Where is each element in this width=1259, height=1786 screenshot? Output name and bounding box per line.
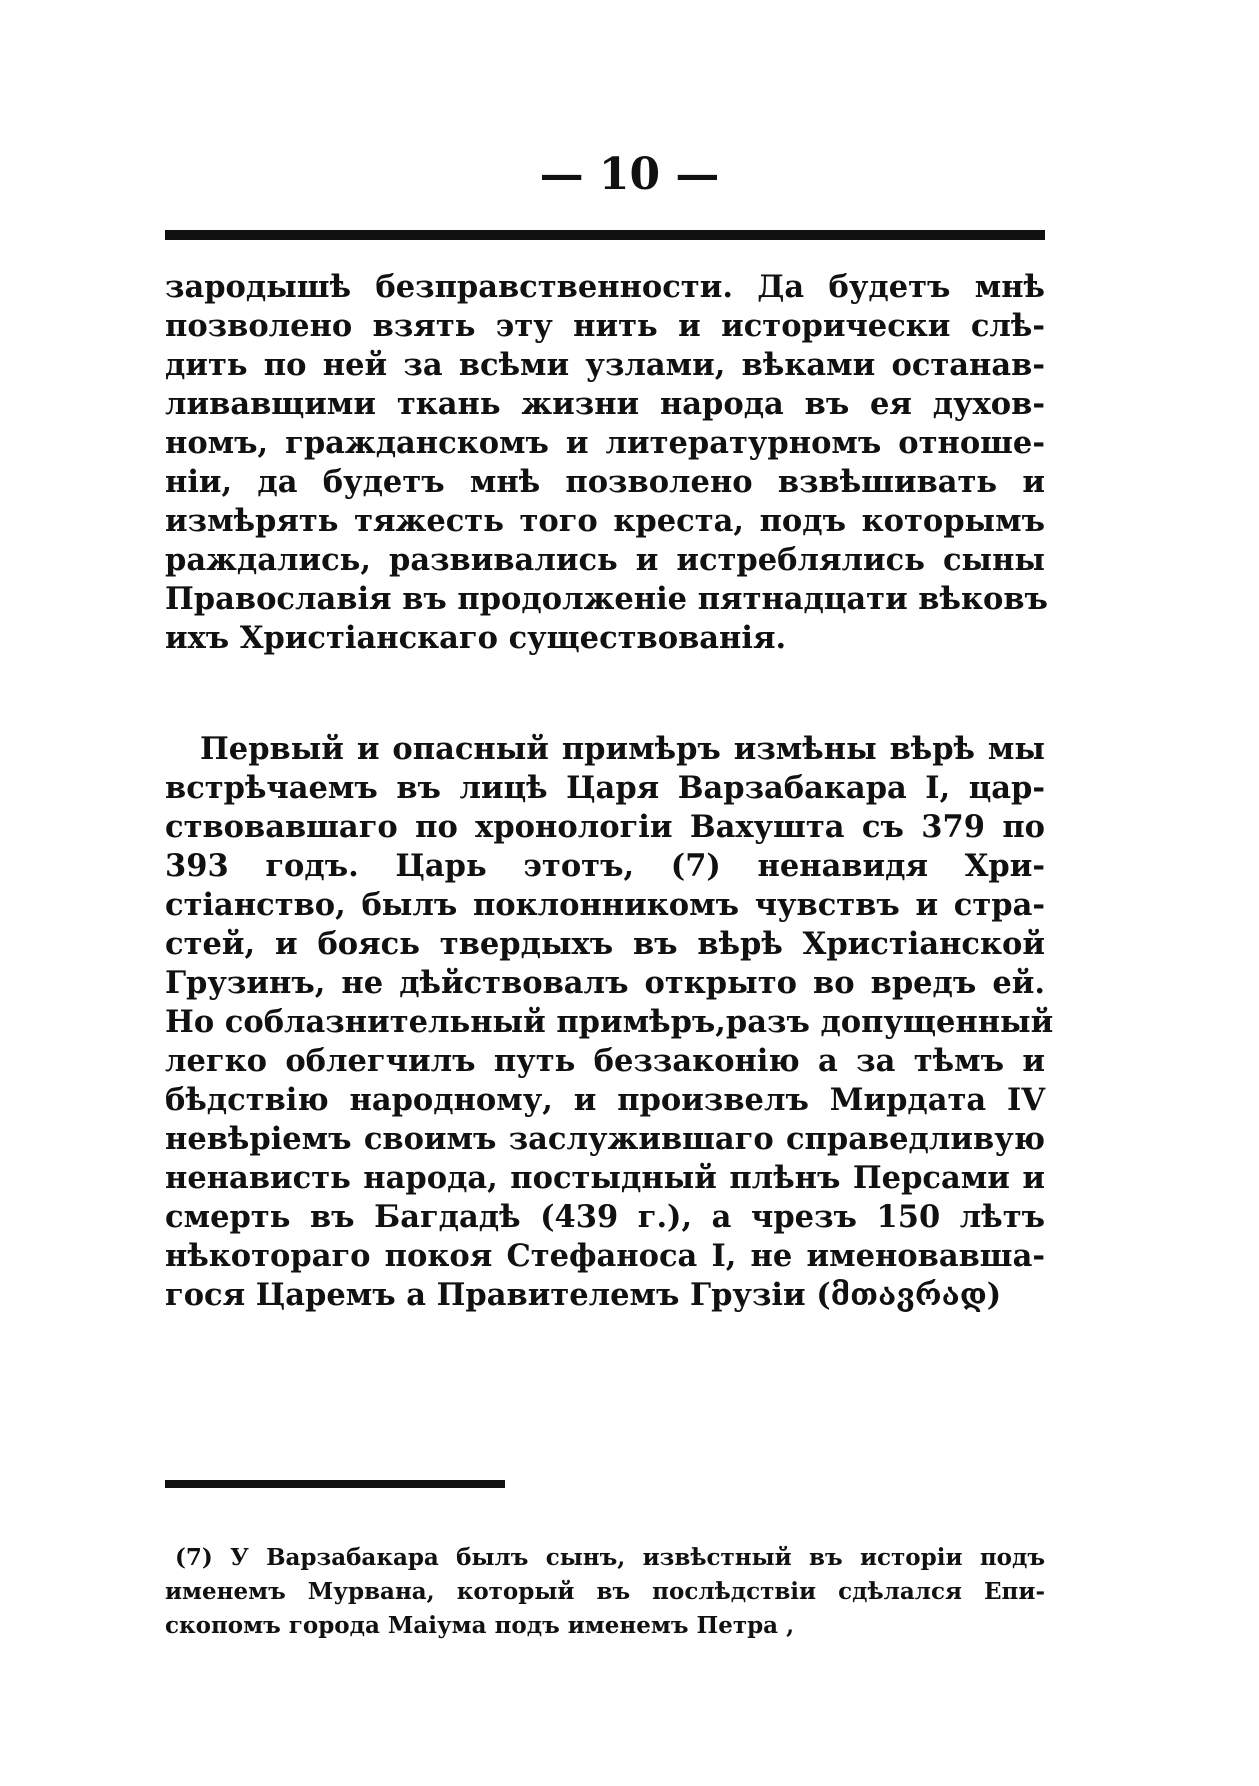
footnote-rule bbox=[165, 1480, 505, 1488]
text-line: номъ, гражданскомъ и литературномъ отноше- bbox=[165, 425, 1045, 461]
footnote-line: скопомъ города Маіума подъ именемъ Петра , bbox=[165, 1612, 795, 1639]
text-line: измѣрять тяжесть того креста, подъ которымъ bbox=[165, 503, 1045, 539]
text-line: ихъ Христіанскаго существованія. bbox=[165, 620, 787, 656]
header-rule bbox=[165, 230, 1045, 240]
text-line: Первый и опасный примѣръ измѣны вѣрѣ мы bbox=[200, 731, 1045, 767]
text-line: ніи, да будетъ мнѣ позволено взвѣшивать и bbox=[165, 464, 1045, 500]
footnote-line: именемъ Мурвана, который въ послѣдствіи сдѣлался Епи- bbox=[165, 1578, 1045, 1605]
text-line: встрѣчаемъ въ лицѣ Царя Варзабакара I, цар- bbox=[165, 770, 1045, 806]
text-line: ненависть народа, постыдный плѣнъ Персами и bbox=[165, 1160, 1045, 1196]
text-line: Но соблазнительный примѣръ,разъ допущенный bbox=[165, 1004, 1054, 1040]
paragraph-2 bbox=[165, 730, 1054, 1315]
text-line: зародышѣ безправственности. Да будетъ мнѣ bbox=[165, 269, 1045, 305]
page-number: — 10 — bbox=[539, 149, 720, 200]
text-line: бѣдствію народному, и произвелъ Мирдата IV bbox=[165, 1082, 1045, 1118]
text-line: гося Царемъ а Правителемъ Грузіи (მთავრად) bbox=[165, 1277, 1002, 1313]
footnote-line: (7) У Варзабакара былъ сынъ, извѣстный въ исторіи подъ bbox=[175, 1544, 1045, 1571]
footnote bbox=[165, 1541, 1045, 1643]
text-line: Православія въ продолженіе пятнадцати вѣковъ bbox=[165, 581, 1048, 617]
text-line: смерть въ Багдадѣ (439 г.), а чрезъ 150 лѣтъ bbox=[165, 1199, 1045, 1235]
text-line: стіанство, былъ поклонникомъ чувствъ и стра- bbox=[165, 887, 1045, 923]
text-line: раждались, развивались и истреблялись сыны bbox=[165, 542, 1045, 578]
text-line: позволено взять эту нить и исторически слѣ- bbox=[165, 308, 1045, 344]
text-line: 393 годъ. Царь этотъ, (7) ненавидя Хри- bbox=[165, 848, 1045, 884]
paragraph-1 bbox=[165, 268, 1048, 658]
text-line: легко облегчилъ путь беззаконію а за тѣмъ и bbox=[165, 1043, 1045, 1079]
text-line: ливавщими ткань жизни народа въ ея духов- bbox=[165, 386, 1045, 422]
text-line: дить по ней за всѣми узлами, вѣками останав- bbox=[165, 347, 1045, 383]
text-line: ствовавшаго по хронологіи Вахушта съ 379 по bbox=[165, 809, 1045, 845]
text-line: стей, и боясь твердыхъ въ вѣрѣ Христіанской bbox=[165, 926, 1045, 962]
text-line: Грузинъ, не дѣйствовалъ открыто во вредъ ей. bbox=[165, 965, 1045, 1001]
text-line: нѣкотораго покоя Стефаноса I, не именовавша- bbox=[165, 1238, 1045, 1274]
text-line: невѣріемъ своимъ заслужившаго справедливую bbox=[165, 1121, 1045, 1157]
